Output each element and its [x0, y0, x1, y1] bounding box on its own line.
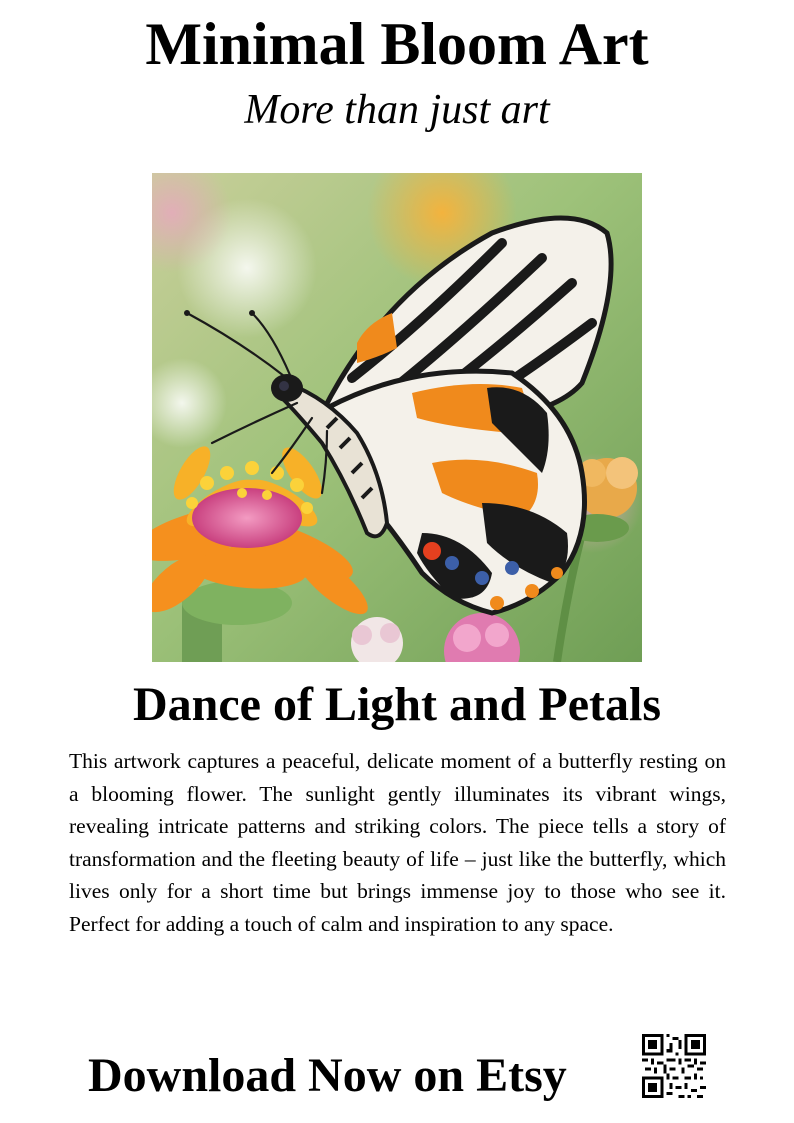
butterfly-artwork: [152, 173, 642, 662]
qr-code-icon[interactable]: [642, 1034, 706, 1098]
artwork-description: This artwork captures a peaceful, delicate moment of a butterfly resting on a blooming flower. The sunlight gently illuminates its vibrant wings, revealing intricate patterns and striking colors. The piece tells a story of transformation and the fleeting beauty of life – just like the butterfly, which lives only for a short time but brings immense joy to those who see it. Perfect for adding a touch of calm and inspiration to any space.: [69, 749, 726, 936]
download-cta: Download Now on Etsy: [88, 1049, 567, 1102]
shop-tagline: More than just art: [244, 87, 550, 133]
artwork-title: Dance of Light and Petals: [133, 678, 661, 731]
shop-title: Minimal Bloom Art: [145, 11, 649, 77]
